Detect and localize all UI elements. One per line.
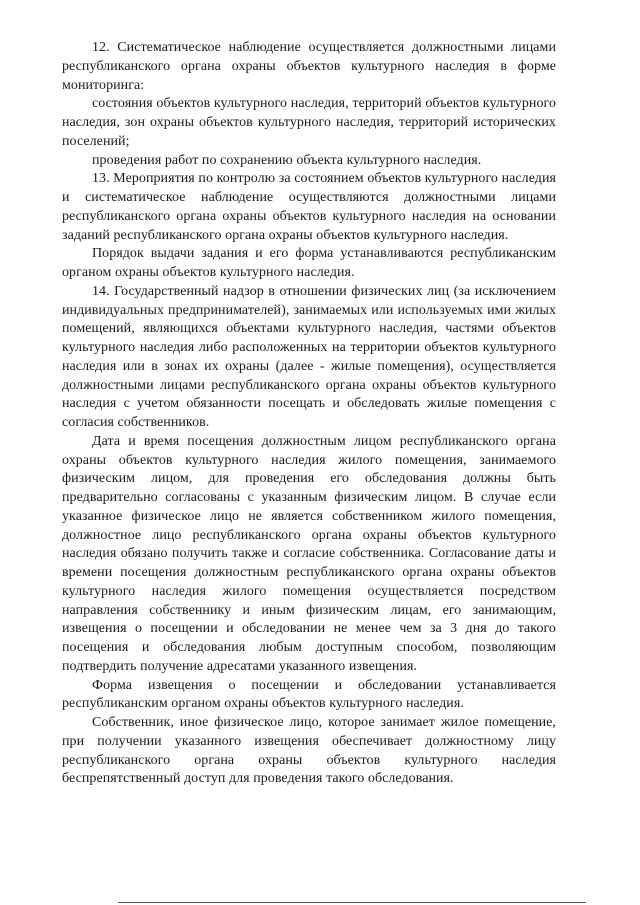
- paragraph-monitoring-works: проведения работ по сохранению объекта культурного наследия.: [92, 152, 482, 168]
- paragraph-notice-form: Форма извещения о посещении и обследовании устанавливается республиканским органом охраны объектов культурного наследия.: [62, 677, 556, 712]
- paragraph-monitoring-condition: состояния объектов культурного наследия, территорий объектов культурного наследия, зон охраны объектов культурного наследия, территорий исторических поселений;: [62, 96, 556, 149]
- paragraph-13: 13. Мероприятия по контролю за состоянием объектов культурного наследия и систематическое наблюдение осуществляются должностными лицами республиканского органа охраны объектов культурного наследия на основании заданий республиканского органа охраны объектов культурного наследия.: [62, 171, 556, 243]
- paragraph-12: 12. Систематическое наблюдение осуществляется должностными лицами республиканского органа охраны объектов культурного наследия в форме мониторинга:: [62, 40, 556, 93]
- paragraph-14: 14. Государственный надзор в отношении физических лиц (за исключением индивидуальных предпринимателей), занимаемых или используемых ими жилых помещений, являющихся объектами культурного наследия, частями объектов культурного наследия либо расположенных на территории объектов культурного наследия или в зонах их охраны (далее - жилые помещения), осуществляется должностными лицами республиканского органа охраны объектов культурного наследия с учетом обязанности посещать и обследовать жилые помещения с согласия собственников.: [62, 283, 556, 430]
- bottom-rule: [118, 902, 586, 903]
- paragraph-owner-access: Собственник, иное физическое лицо, которое занимает жилое помещение, при получении указанного извещения обеспечивает должностному лицу республиканского органа охраны объектов культурного наследия беспрепятственный доступ для проведения такого обследования.: [62, 715, 556, 787]
- paragraph-task-procedure: Порядок выдачи задания и его форма устанавливаются республиканским органом охраны объектов культурного наследия.: [62, 246, 556, 280]
- paragraph-visit-date: Дата и время посещения должностным лицом республиканского органа охраны объектов культурного наследия жилого помещения, занимаемого физическим лицом, для проведения его обследования должны быть предварительно согласованы с указанным физическим лицом. В случае если указанное физическое лицо не является собственником жилого помещения, должностное лицо республиканского органа охраны объектов культурного наследия обязано получить также и согласие собственника. Согласование даты и времени посещения должностным республиканского органа охраны объектов культурного наследия жилого помещения осуществляется посредством направления собственнику и иным физическим лицам, его занимающим, извещения о посещении и обследовании не менее чем за 3 дня до такого посещения и обследования любым доступным способом, позволяющим подтвердить получение адресатами указанного извещения.: [62, 433, 556, 674]
- document-body: [62, 39, 556, 789]
